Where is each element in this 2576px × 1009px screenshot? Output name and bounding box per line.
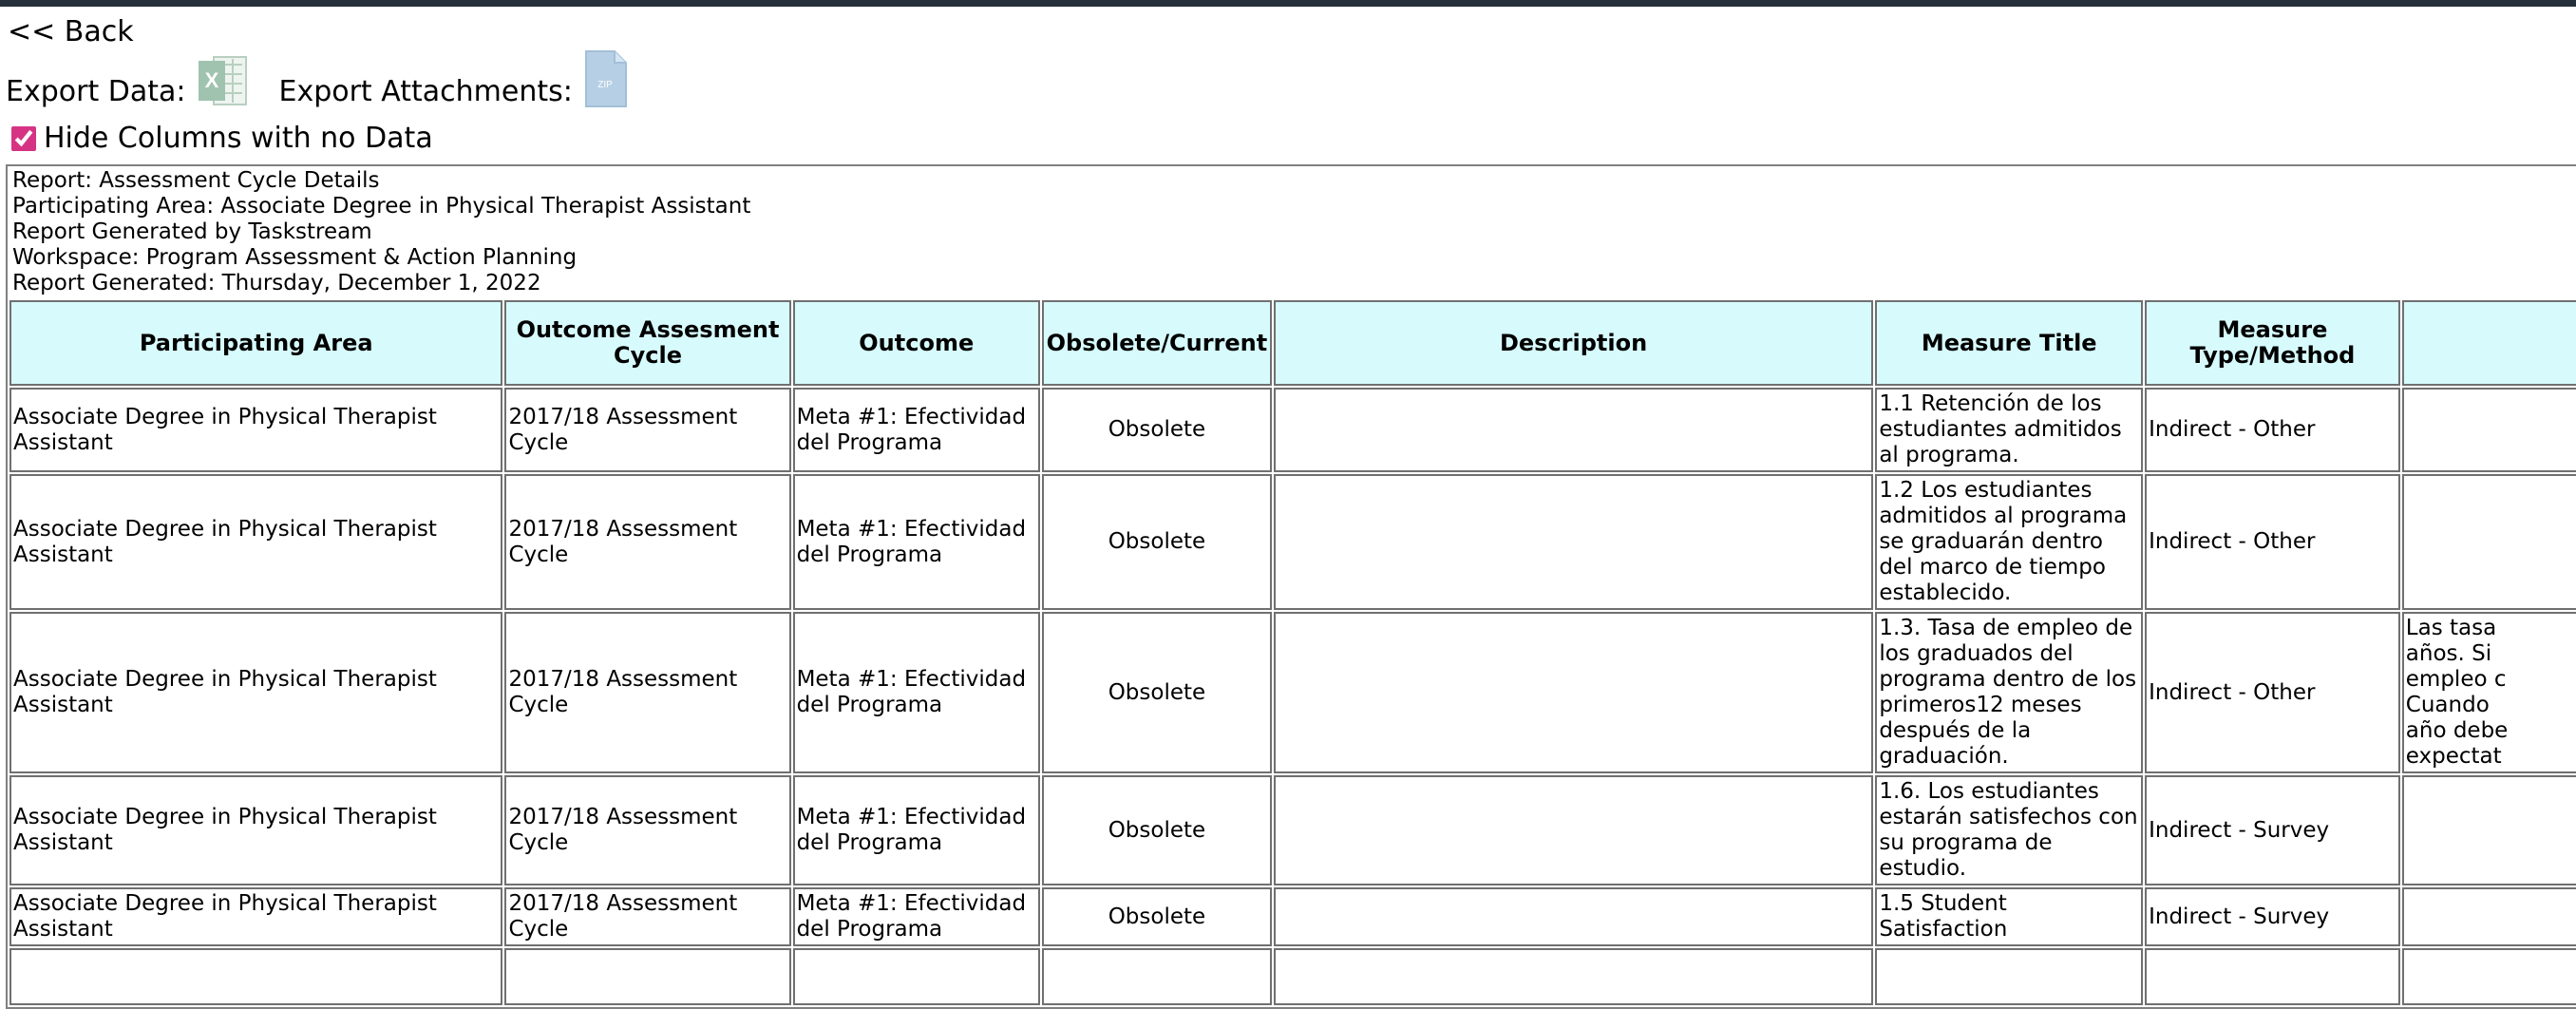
svg-text:ZIP: ZIP bbox=[597, 80, 613, 90]
column-header-extra[interactable] bbox=[2402, 300, 2576, 386]
cell-status: Obsolete bbox=[1042, 775, 1272, 885]
cell-extra bbox=[2402, 948, 2576, 1005]
cell-description bbox=[1274, 474, 1873, 610]
cell-extra: Las tasa años. Si empleo c Cuando año debe expectat bbox=[2402, 612, 2576, 773]
table-header-row bbox=[9, 300, 2576, 386]
cell-participating-area: Associate Degree in Physical Therapist Assistant bbox=[9, 887, 502, 946]
cell-outcome: Meta #1: Efectividad del Programa bbox=[793, 612, 1040, 773]
excel-export-icon[interactable] bbox=[197, 53, 248, 108]
report-table bbox=[8, 298, 2576, 1007]
cell-description bbox=[1274, 775, 1873, 885]
cell-outcome: Meta #1: Efectividad del Programa bbox=[793, 474, 1040, 610]
report-container bbox=[6, 164, 2576, 1009]
column-header-participating-area[interactable]: Participating Area bbox=[9, 300, 502, 386]
cell-measure-title: 1.6. Los estudiantes estarán satisfechos con su programa de estudio. bbox=[1875, 775, 2143, 885]
column-header-description[interactable]: Description bbox=[1274, 300, 1873, 386]
cell-participating-area: Associate Degree in Physical Therapist Assistant bbox=[9, 775, 502, 885]
cell-outcome-cycle bbox=[504, 948, 790, 1005]
back-link[interactable]: << Back bbox=[8, 15, 134, 48]
cell-status: Obsolete bbox=[1042, 474, 1272, 610]
cell-description bbox=[1274, 887, 1873, 946]
cell-extra bbox=[2402, 474, 2576, 610]
cell-measure-type: Indirect - Survey bbox=[2145, 775, 2400, 885]
cell-outcome: Meta #1: Efectividad del Programa bbox=[793, 388, 1040, 472]
cell-description bbox=[1274, 948, 1873, 1005]
column-header-outcome-cycle[interactable]: Outcome Assesment Cycle bbox=[504, 300, 790, 386]
cell-measure-type: Indirect - Other bbox=[2145, 388, 2400, 472]
cell-measure-type bbox=[2145, 948, 2400, 1005]
report-title: Report: Assessment Cycle Details bbox=[12, 168, 380, 193]
report-participating-area: Participating Area: Associate Degree in Physical Therapist Assistant bbox=[12, 194, 751, 219]
cell-outcome: Meta #1: Efectividad del Programa bbox=[793, 887, 1040, 946]
zip-export-icon[interactable] bbox=[582, 49, 628, 108]
cell-status: Obsolete bbox=[1042, 887, 1272, 946]
column-header-outcome[interactable]: Outcome bbox=[793, 300, 1040, 386]
top-bar bbox=[0, 0, 2576, 7]
cell-measure-title bbox=[1875, 948, 2143, 1005]
column-header-measure-type[interactable]: Measure Type/Method bbox=[2145, 300, 2400, 386]
cell-measure-title: 1.3. Tasa de empleo de los graduados del programa dentro de los primeros12 meses después de la graduación. bbox=[1875, 612, 2143, 773]
cell-outcome-cycle: 2017/18 Assessment Cycle bbox=[504, 775, 790, 885]
cell-measure-title: 1.2 Los estudiantes admitidos al programa se graduarán dentro del marco de tiempo establecido. bbox=[1875, 474, 2143, 610]
table-row bbox=[9, 612, 2576, 773]
svg-text:X: X bbox=[205, 68, 219, 92]
cell-extra bbox=[2402, 887, 2576, 946]
export-attachments-label: Export Attachments: bbox=[278, 75, 573, 108]
cell-status: Obsolete bbox=[1042, 388, 1272, 472]
hide-columns-label[interactable]: Hide Columns with no Data bbox=[44, 122, 433, 155]
cell-outcome: Meta #1: Efectividad del Programa bbox=[793, 775, 1040, 885]
cell-outcome-cycle: 2017/18 Assessment Cycle bbox=[504, 388, 790, 472]
cell-measure-title: 1.1 Retención de los estudiantes admitidos al programa. bbox=[1875, 388, 2143, 472]
cell-measure-type: Indirect - Survey bbox=[2145, 887, 2400, 946]
hide-columns-checkbox[interactable] bbox=[11, 126, 36, 151]
export-toolbar bbox=[6, 48, 628, 108]
cell-outcome-cycle: 2017/18 Assessment Cycle bbox=[504, 474, 790, 610]
cell-extra bbox=[2402, 388, 2576, 472]
table-row bbox=[9, 388, 2576, 472]
cell-outcome-cycle: 2017/18 Assessment Cycle bbox=[504, 887, 790, 946]
table-row bbox=[9, 948, 2576, 1005]
cell-status bbox=[1042, 948, 1272, 1005]
report-date: Report Generated: Thursday, December 1, 2022 bbox=[12, 271, 541, 295]
column-header-obsolete-current[interactable]: Obsolete/Current bbox=[1042, 300, 1272, 386]
cell-measure-type: Indirect - Other bbox=[2145, 474, 2400, 610]
export-data-label: Export Data: bbox=[6, 75, 186, 108]
cell-outcome bbox=[793, 948, 1040, 1005]
report-meta bbox=[8, 166, 2576, 298]
cell-status: Obsolete bbox=[1042, 612, 1272, 773]
cell-measure-title: 1.5 Student Satisfaction bbox=[1875, 887, 2143, 946]
table-row bbox=[9, 775, 2576, 885]
cell-participating-area: Associate Degree in Physical Therapist Assistant bbox=[9, 388, 502, 472]
report-workspace: Workspace: Program Assessment & Action Planning bbox=[12, 245, 578, 270]
cell-description bbox=[1274, 612, 1873, 773]
cell-outcome-cycle: 2017/18 Assessment Cycle bbox=[504, 612, 790, 773]
table-row bbox=[9, 887, 2576, 946]
report-generator: Report Generated by Taskstream bbox=[12, 219, 372, 244]
cell-participating-area: Associate Degree in Physical Therapist Assistant bbox=[9, 612, 502, 773]
cell-extra bbox=[2402, 775, 2576, 885]
table-row bbox=[9, 474, 2576, 610]
cell-participating-area bbox=[9, 948, 502, 1005]
column-header-measure-title[interactable]: Measure Title bbox=[1875, 300, 2143, 386]
cell-measure-type: Indirect - Other bbox=[2145, 612, 2400, 773]
hide-columns-option bbox=[11, 122, 433, 155]
cell-description bbox=[1274, 388, 1873, 472]
cell-participating-area: Associate Degree in Physical Therapist Assistant bbox=[9, 474, 502, 610]
